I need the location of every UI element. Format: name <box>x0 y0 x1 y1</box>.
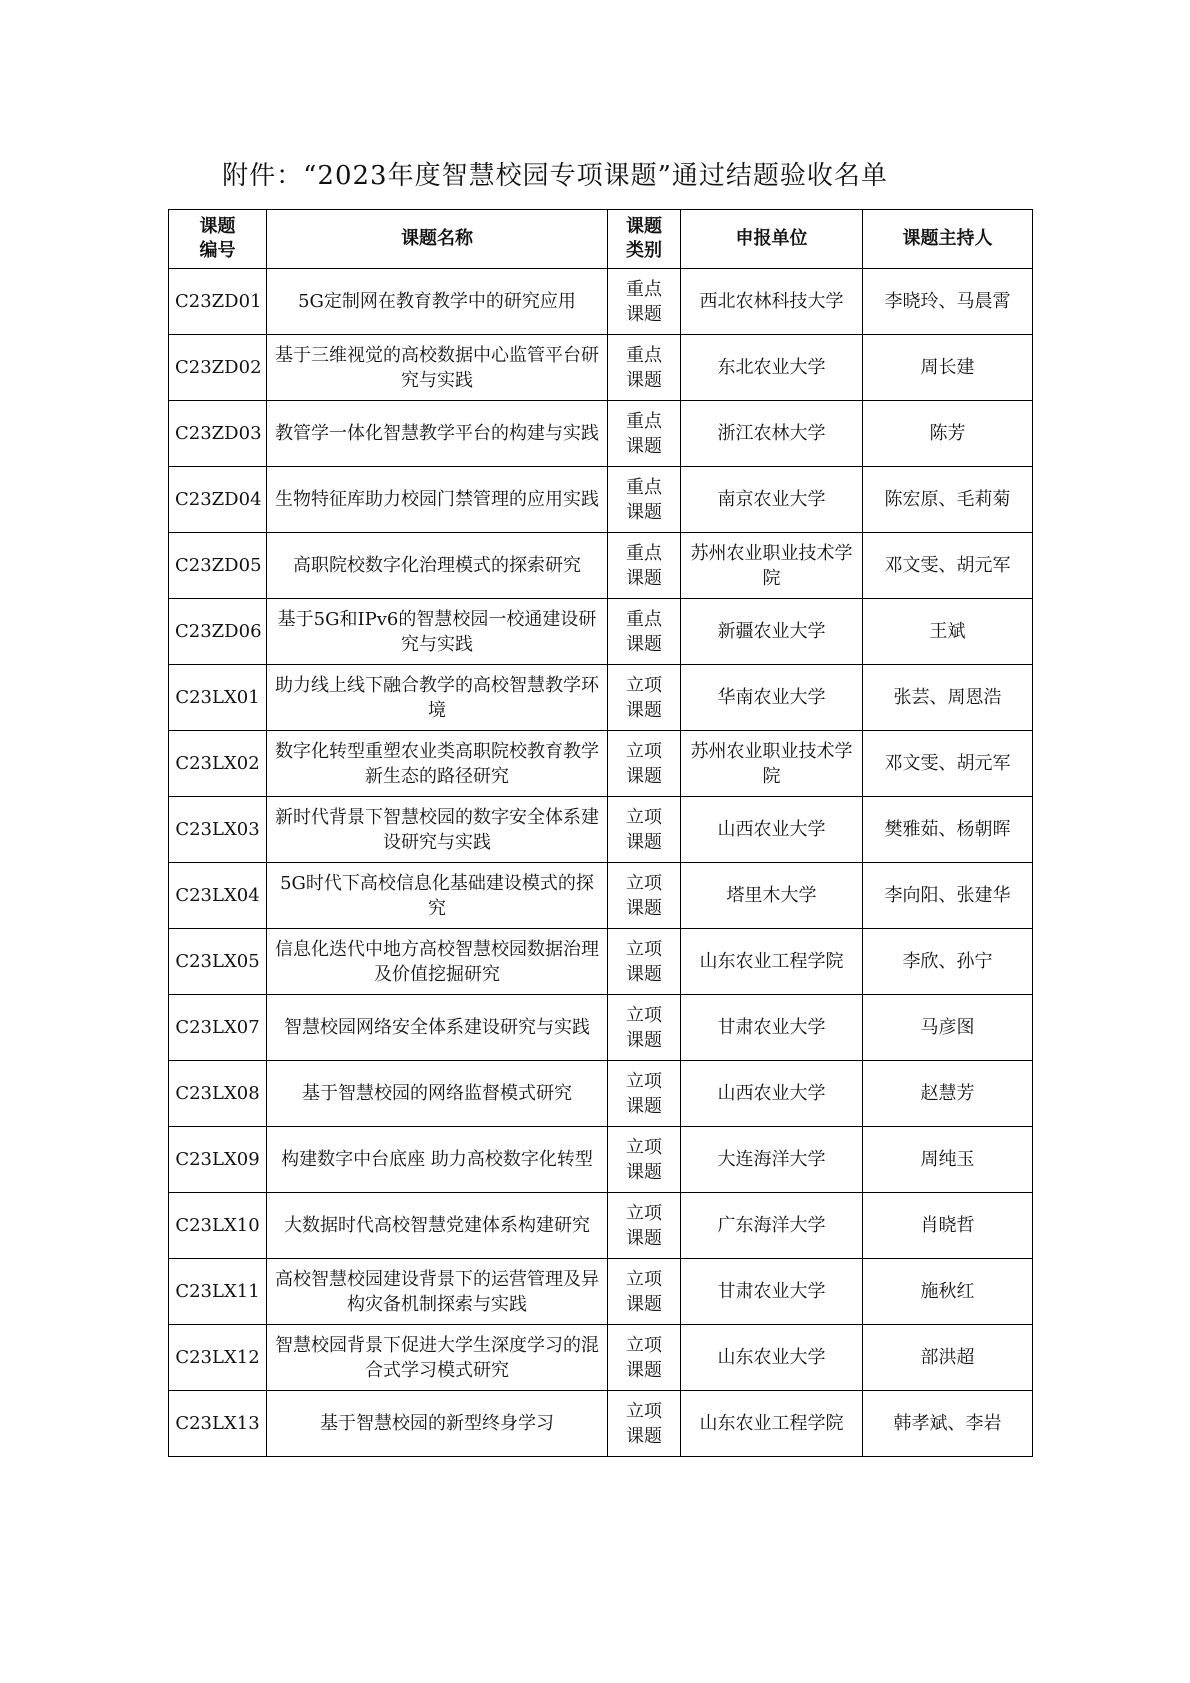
cell-host: 周长建 <box>863 335 1033 401</box>
cell-category: 立项 课题 <box>608 731 681 797</box>
cell-host: 王斌 <box>863 599 1033 665</box>
cell-category: 重点 课题 <box>608 401 681 467</box>
cell-host: 陈宏原、毛莉菊 <box>863 467 1033 533</box>
cell-code: C23ZD01 <box>169 269 267 335</box>
cell-code: C23LX09 <box>169 1127 267 1193</box>
cell-category: 立项 课题 <box>608 1325 681 1391</box>
table-row <box>169 1193 1033 1259</box>
table-row <box>169 1259 1033 1325</box>
cell-code: C23LX07 <box>169 995 267 1061</box>
cell-code: C23ZD06 <box>169 599 267 665</box>
table-row <box>169 599 1033 665</box>
cell-name: 智慧校园背景下促进大学生深度学习的混合式学习模式研究 <box>267 1325 608 1391</box>
header-name-label: 课题名称 <box>401 228 473 249</box>
cell-category: 立项 课题 <box>608 665 681 731</box>
cell-unit: 华南农业大学 <box>681 665 863 731</box>
cell-name: 5G时代下高校信息化基础建设模式的探究 <box>267 863 608 929</box>
cell-name: 基于智慧校园的新型终身学习 <box>267 1391 608 1457</box>
header-host-label: 课题主持人 <box>902 228 993 249</box>
cell-name: 基于三维视觉的高校数据中心监管平台研究与实践 <box>267 335 608 401</box>
cell-name: 高校智慧校园建设背景下的运营管理及异构灾备机制探索与实践 <box>267 1259 608 1325</box>
header-unit <box>681 210 863 269</box>
header-unit-label: 申报单位 <box>735 228 808 249</box>
table-body <box>169 269 1033 1457</box>
cell-category: 重点 课题 <box>608 599 681 665</box>
cell-name: 新时代背景下智慧校园的数字安全体系建设研究与实践 <box>267 797 608 863</box>
cell-unit: 山西农业大学 <box>681 797 863 863</box>
cell-code: C23LX01 <box>169 665 267 731</box>
cell-unit: 大连海洋大学 <box>681 1127 863 1193</box>
cell-host: 陈芳 <box>863 401 1033 467</box>
cell-host: 部洪超 <box>863 1325 1033 1391</box>
cell-category: 立项 课题 <box>608 797 681 863</box>
table-row <box>169 863 1033 929</box>
cell-code: C23LX12 <box>169 1325 267 1391</box>
cell-host: 周纯玉 <box>863 1127 1033 1193</box>
header-row <box>169 210 1033 269</box>
table-row <box>169 929 1033 995</box>
cell-host: 李欣、孙宁 <box>863 929 1033 995</box>
cell-name: 数字化转型重塑农业类高职院校教育教学新生态的路径研究 <box>267 731 608 797</box>
cell-name: 高职院校数字化治理模式的探索研究 <box>267 533 608 599</box>
table-row <box>169 533 1033 599</box>
cell-code: C23LX03 <box>169 797 267 863</box>
cell-host: 赵慧芳 <box>863 1061 1033 1127</box>
cell-category: 立项 课题 <box>608 929 681 995</box>
table-row <box>169 401 1033 467</box>
cell-name: 基于5G和IPv6的智慧校园一校通建设研究与实践 <box>267 599 608 665</box>
table-row <box>169 731 1033 797</box>
header-name <box>267 210 608 269</box>
table-row <box>169 1325 1033 1391</box>
cell-category: 重点 课题 <box>608 467 681 533</box>
cell-name: 构建数字中台底座 助力高校数字化转型 <box>267 1127 608 1193</box>
cell-host: 邓文雯、胡元军 <box>863 533 1033 599</box>
header-host <box>863 210 1033 269</box>
cell-name: 5G定制网在教育教学中的研究应用 <box>267 269 608 335</box>
results-table <box>168 209 1033 1457</box>
cell-code: C23LX04 <box>169 863 267 929</box>
cell-category: 立项 课题 <box>608 995 681 1061</box>
cell-unit: 新疆农业大学 <box>681 599 863 665</box>
cell-host: 李晓玲、马晨霄 <box>863 269 1033 335</box>
cell-host: 李向阳、张建华 <box>863 863 1033 929</box>
cell-category: 立项 课题 <box>608 1391 681 1457</box>
table-row <box>169 467 1033 533</box>
cell-unit: 苏州农业职业技术学院 <box>681 533 863 599</box>
cell-host: 肖晓哲 <box>863 1193 1033 1259</box>
cell-category: 立项 课题 <box>608 1193 681 1259</box>
cell-code: C23LX11 <box>169 1259 267 1325</box>
cell-unit: 甘肃农业大学 <box>681 995 863 1061</box>
cell-unit: 塔里木大学 <box>681 863 863 929</box>
table-row <box>169 1061 1033 1127</box>
cell-unit: 山西农业大学 <box>681 1061 863 1127</box>
cell-code: C23ZD04 <box>169 467 267 533</box>
cell-name: 大数据时代高校智慧党建体系构建研究 <box>267 1193 608 1259</box>
cell-host: 樊雅茹、杨朝晖 <box>863 797 1033 863</box>
cell-unit: 广东海洋大学 <box>681 1193 863 1259</box>
cell-category: 立项 课题 <box>608 1061 681 1127</box>
cell-code: C23LX13 <box>169 1391 267 1457</box>
header-code <box>169 210 267 269</box>
table-row <box>169 995 1033 1061</box>
header-category <box>608 210 681 269</box>
table-row <box>169 665 1033 731</box>
cell-category: 重点 课题 <box>608 269 681 335</box>
table-row <box>169 1127 1033 1193</box>
cell-category: 立项 课题 <box>608 1127 681 1193</box>
cell-unit: 山东农业工程学院 <box>681 929 863 995</box>
cell-host: 韩孝斌、李岩 <box>863 1391 1033 1457</box>
cell-code: C23ZD05 <box>169 533 267 599</box>
cell-host: 马彦图 <box>863 995 1033 1061</box>
cell-category: 重点 课题 <box>608 335 681 401</box>
cell-host: 张芸、周恩浩 <box>863 665 1033 731</box>
cell-unit: 浙江农林大学 <box>681 401 863 467</box>
cell-name: 教管学一体化智慧教学平台的构建与实践 <box>267 401 608 467</box>
cell-name: 基于智慧校园的网络监督模式研究 <box>267 1061 608 1127</box>
cell-code: C23LX02 <box>169 731 267 797</box>
table-row <box>169 797 1033 863</box>
cell-name: 生物特征库助力校园门禁管理的应用实践 <box>267 467 608 533</box>
cell-unit: 山东农业大学 <box>681 1325 863 1391</box>
cell-unit: 南京农业大学 <box>681 467 863 533</box>
cell-unit: 西北农林科技大学 <box>681 269 863 335</box>
cell-unit: 苏州农业职业技术学院 <box>681 731 863 797</box>
table-row <box>169 269 1033 335</box>
cell-name: 助力线上线下融合教学的高校智慧教学环境 <box>267 665 608 731</box>
table-row <box>169 1391 1033 1457</box>
page-title: 附件：“2023年度智慧校园专项课题”通过结题验收名单 <box>222 161 888 191</box>
cell-code: C23LX08 <box>169 1061 267 1127</box>
cell-unit: 甘肃农业大学 <box>681 1259 863 1325</box>
cell-code: C23ZD02 <box>169 335 267 401</box>
cell-category: 立项 课题 <box>608 1259 681 1325</box>
table-row <box>169 335 1033 401</box>
cell-category: 立项 课题 <box>608 863 681 929</box>
header-code-label: 课题 编号 <box>199 216 236 261</box>
header-category-label: 课题 类别 <box>626 216 662 261</box>
cell-name: 信息化迭代中地方高校智慧校园数据治理及价值挖掘研究 <box>267 929 608 995</box>
cell-host: 邓文雯、胡元军 <box>863 731 1033 797</box>
cell-unit: 山东农业工程学院 <box>681 1391 863 1457</box>
cell-unit: 东北农业大学 <box>681 335 863 401</box>
cell-code: C23LX05 <box>169 929 267 995</box>
cell-code: C23LX10 <box>169 1193 267 1259</box>
cell-code: C23ZD03 <box>169 401 267 467</box>
cell-category: 重点 课题 <box>608 533 681 599</box>
cell-host: 施秋红 <box>863 1259 1033 1325</box>
cell-name: 智慧校园网络安全体系建设研究与实践 <box>267 995 608 1061</box>
